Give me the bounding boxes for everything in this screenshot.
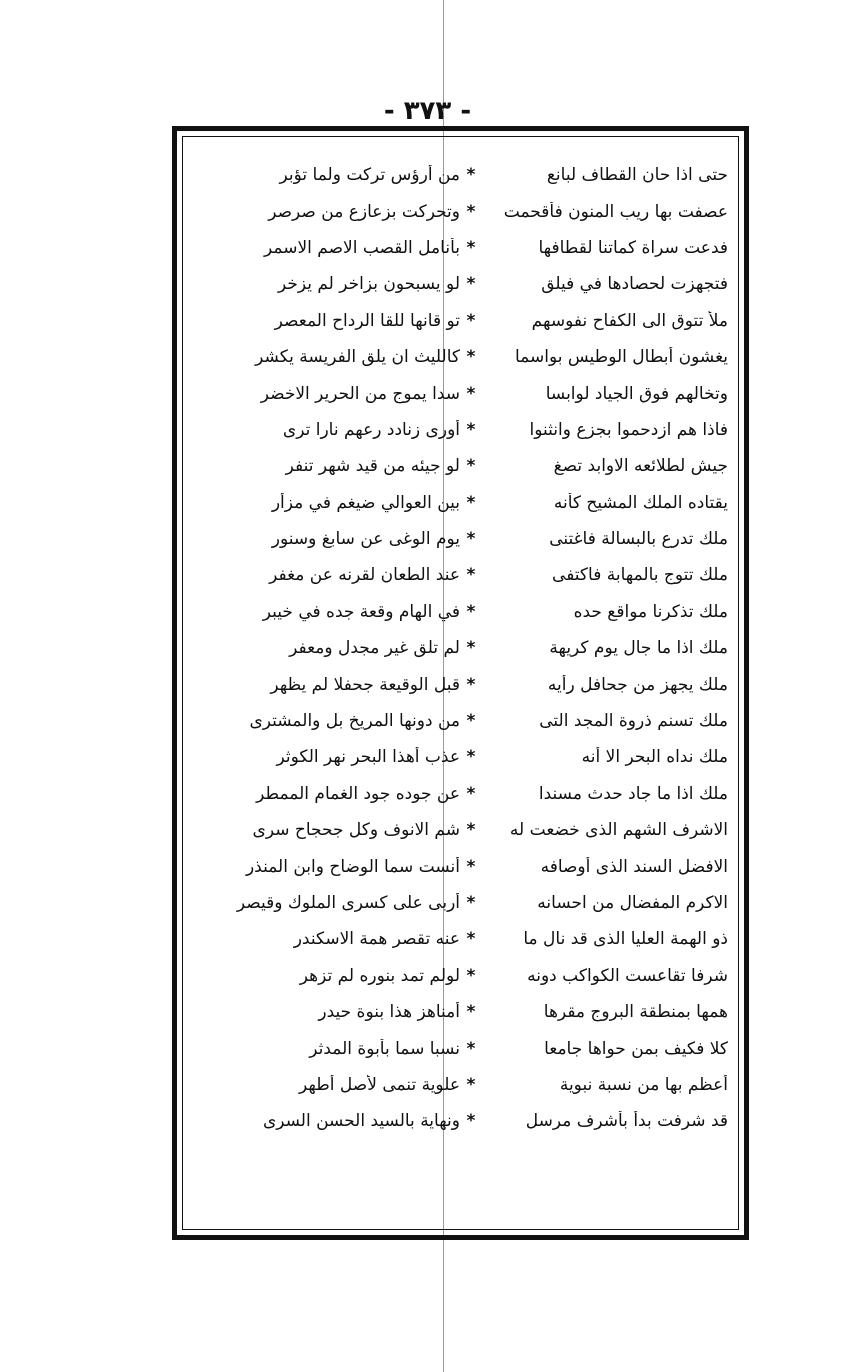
verse-separator-star: *	[466, 165, 476, 186]
verse-first-hemistich: الافضل السند الذى أوصافه	[540, 856, 728, 877]
verse-second-hemistich: أمناهز هذا بنوة حيدر	[318, 1002, 460, 1023]
verse-second-hemistich: سدا يموج من الحرير الاخضر	[260, 383, 460, 404]
verse-separator-star: *	[466, 1038, 476, 1059]
verse-first-hemistich: حتى اذا حان القطاف لبانع	[546, 165, 728, 186]
verse-second-hemistich: في الهام وقعة جده في خيبر	[262, 601, 460, 622]
verse-second-hemistich: عن جوده جود الغمام الممطر	[256, 783, 460, 804]
verse-separator-star: *	[466, 529, 476, 550]
verse-first-hemistich: أعظم بها من نسبة نبوية	[559, 1074, 728, 1095]
verse-first-hemistich: فاذا هم ازدحموا بجزع وانثنوا	[529, 419, 728, 440]
verse-separator-star: *	[466, 674, 476, 695]
verse-second-hemistich: شم الانوف وكل جحجاح سرى	[252, 820, 460, 841]
verse	[197, 776, 728, 812]
verse	[197, 266, 728, 302]
verse-second-hemistich: أربى على كسرى الملوك وقيصر	[236, 893, 460, 913]
verse	[197, 848, 728, 884]
verse-first-hemistich: الاشرف الشهم الذى خضعت له	[509, 820, 728, 841]
verse-separator-star: *	[466, 747, 476, 768]
verse-first-hemistich: وتخالهم فوق الجياد لوابسا	[545, 383, 728, 404]
page-frame	[172, 126, 749, 1240]
verse-second-hemistich: يوم الوغى عن سابغ وسنور	[271, 529, 460, 550]
verse-second-hemistich: ونهاية بالسيد الحسن السرى	[262, 1111, 460, 1132]
verse-first-hemistich: ذو الهمة العليا الذى قد نال ما	[523, 929, 728, 950]
verse-second-hemistich: من دونها المريخ بل والمشترى	[249, 711, 460, 732]
verse-separator-star: *	[466, 711, 476, 732]
verse-first-hemistich: يقتاده الملك المشيح كأنه	[553, 492, 728, 513]
verse	[197, 339, 728, 375]
verse	[197, 303, 728, 339]
verse-first-hemistich: قد شرفت بدأ بأشرف مرسل	[525, 1111, 728, 1132]
verse-second-hemistich: بأنامل القصب الاصم الاسمر	[264, 237, 460, 258]
verse	[197, 230, 728, 266]
verse	[197, 666, 728, 702]
verse-separator-star: *	[466, 820, 476, 841]
verse-first-hemistich: ملك نداه البحر الا أنه	[581, 747, 728, 768]
verse-first-hemistich: كلا فكيف بمن حواها جامعا	[544, 1038, 728, 1059]
verse-separator-star: *	[466, 601, 476, 622]
verse	[197, 703, 728, 739]
verse	[197, 157, 728, 193]
verse-separator-star: *	[466, 1111, 476, 1132]
verse-first-hemistich: شرفا تقاعست الكواكب دونه	[527, 965, 728, 986]
verse-second-hemistich: أنست سما الوضاح وابن المنذر	[245, 856, 460, 877]
verse	[197, 375, 728, 411]
verse	[197, 958, 728, 994]
verse	[197, 193, 728, 229]
verse-first-hemistich: همها بمنطقة البروج مقرها	[543, 1002, 728, 1023]
verse-separator-star: *	[466, 237, 476, 258]
verse-first-hemistich: فدعت سراة كماتنا لقطافها	[538, 237, 728, 258]
verse	[197, 485, 728, 521]
verse	[197, 1103, 728, 1139]
verse	[197, 412, 728, 448]
verse-separator-star: *	[466, 929, 476, 950]
verse-second-hemistich: كالليث ان يلق الفريسة يكشر	[255, 347, 460, 368]
verse	[197, 1067, 728, 1103]
verse-separator-star: *	[466, 274, 476, 295]
verse-separator-star: *	[466, 783, 476, 804]
verse	[197, 594, 728, 630]
verse-first-hemistich: ملك تتوج بالمهابة فاكتفى	[552, 565, 728, 586]
verse-separator-star: *	[466, 565, 476, 586]
poem	[197, 157, 728, 1140]
verse-separator-star: *	[466, 419, 476, 440]
verse	[197, 557, 728, 593]
verse-second-hemistich: عذب أهذا البحر نهر الكوثر	[276, 747, 460, 768]
verse-first-hemistich: يغشون أبطال الوطيس بواسما	[514, 347, 728, 368]
verse	[197, 521, 728, 557]
verse-second-hemistich: من أرؤس تركت ولما تؤبر	[279, 165, 460, 186]
verse-first-hemistich: ملك اذا ما جاد حدث مسندا	[538, 783, 728, 804]
verse-first-hemistich: عصفت بها ريب المنون فأقحمت	[503, 201, 728, 222]
verse	[197, 630, 728, 666]
verse-second-hemistich: علوية تنمى لأصل أطهر	[299, 1074, 460, 1095]
verse-second-hemistich: بين العوالي ضيغم في مزأر	[271, 492, 460, 513]
verse-second-hemistich: تو قانها للقا الرداح المعصر	[274, 310, 460, 331]
verse-second-hemistich: لولم تمد بنوره لم تزهر	[299, 965, 460, 986]
verse-separator-star: *	[466, 347, 476, 368]
verse-second-hemistich: قبل الوقيعة جحفلا لم يظهر	[270, 674, 460, 695]
verse-first-hemistich: ملك تسنم ذروة المجد التى	[539, 711, 728, 732]
verse-second-hemistich: لم تلق غير مجدل ومعفر	[289, 638, 460, 659]
verse-first-hemistich: فتجهزت لحصادها في فيلق	[541, 274, 728, 295]
verse-separator-star: *	[466, 492, 476, 513]
verse-separator-star: *	[466, 456, 476, 477]
verse-separator-star: *	[466, 638, 476, 659]
verse-second-hemistich: لو جيئه من قيد شهر تنفر	[285, 456, 460, 477]
verse-second-hemistich: عنه تقصر همة الاسكندر	[293, 929, 460, 950]
verse-separator-star: *	[466, 383, 476, 404]
verse-separator-star: *	[466, 1002, 476, 1023]
verse-first-hemistich: الاكرم المفضال من احسانه	[537, 893, 728, 913]
verse-second-hemistich: نسبا سما بأبوة المدثر	[309, 1038, 460, 1059]
verse-separator-star: *	[466, 965, 476, 986]
verse-second-hemistich: أورى زنادد رعهم نارا ترى	[282, 419, 460, 440]
verse	[197, 739, 728, 775]
verse-first-hemistich: ملك تذكرنا مواقع حده	[573, 601, 728, 622]
verse	[197, 994, 728, 1030]
verse-first-hemistich: ملك تدرع بالبسالة فاغتنى	[549, 529, 728, 550]
verse-separator-star: *	[466, 201, 476, 222]
verse-first-hemistich: ملأ تتوق الى الكفاح نفوسهم	[531, 310, 728, 331]
verse-separator-star: *	[466, 1074, 476, 1095]
page-number: - ٣٧٣ -	[383, 96, 472, 126]
verse-first-hemistich: ملك يجهز من جحافل رأيه	[547, 674, 728, 695]
verse-second-hemistich: وتحركت بزعازع من صرصر	[268, 201, 460, 222]
verse-first-hemistich: ملك اذا ما جال يوم كريهة	[549, 638, 728, 659]
verse-separator-star: *	[466, 310, 476, 331]
verse-separator-star: *	[466, 893, 476, 913]
verse-first-hemistich: جيش لطلائعه الاوابد تصغ	[553, 456, 728, 477]
verse-second-hemistich: عند الطعان لقرنه عن مغفر	[269, 565, 460, 586]
verse-second-hemistich: لو يسبحون بزاخر لم يزخر	[277, 274, 460, 295]
verse	[197, 448, 728, 484]
verse	[197, 812, 728, 848]
verse	[197, 921, 728, 957]
verse-separator-star: *	[466, 856, 476, 877]
verse	[197, 1030, 728, 1066]
verse	[197, 885, 728, 921]
